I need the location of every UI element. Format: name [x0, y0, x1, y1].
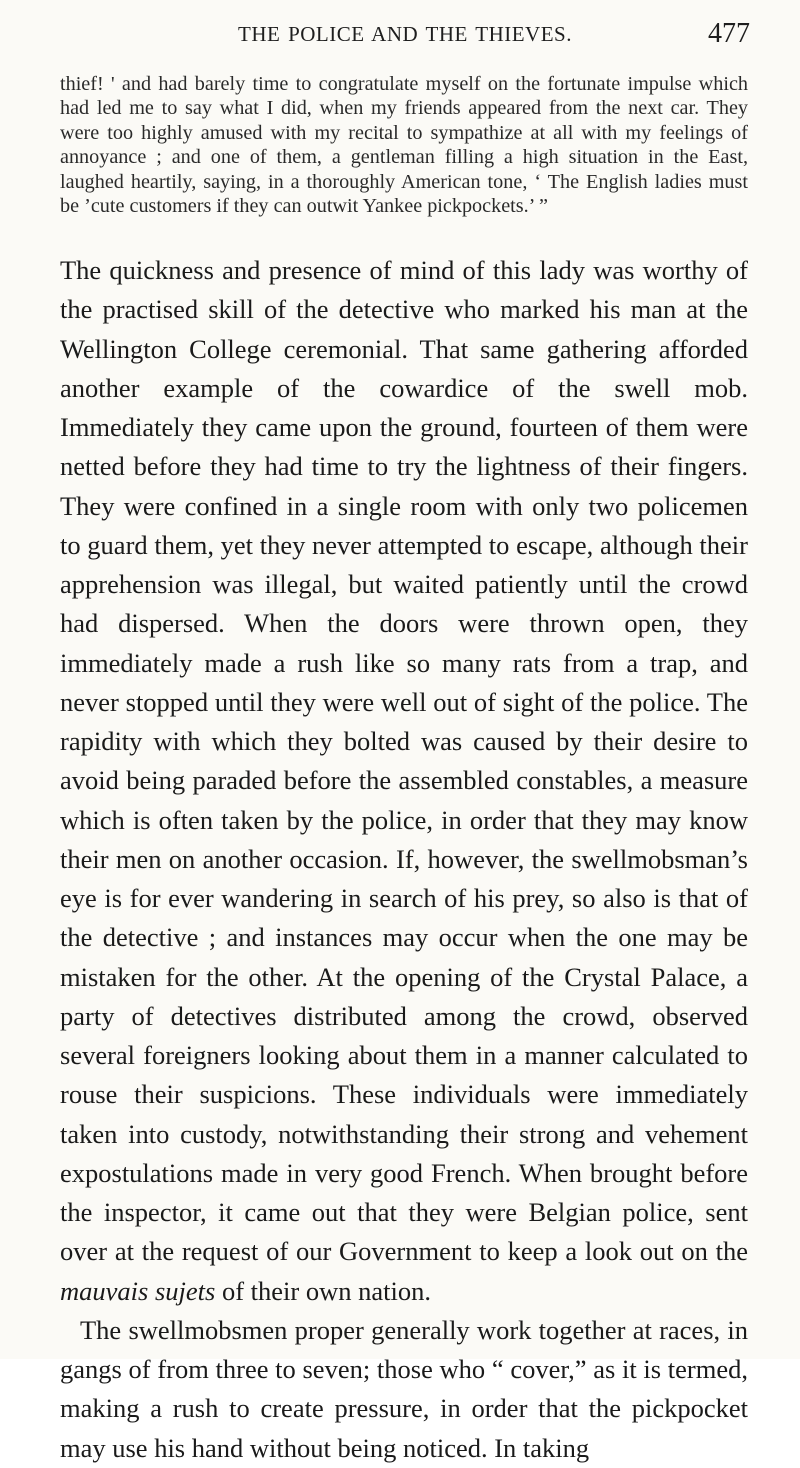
quoted-passage	[60, 72, 748, 218]
body-paragraph-2: The swellmobsmen proper generally work together at races, in gangs of from three to seven; those who “ cover,” as it is termed, making a rush to create pressure, in order that the pickpocket may use his hand without being noticed. In taking	[60, 1314, 748, 1463]
running-title: THE POLICE AND THE THIEVES.	[238, 22, 572, 46]
body-paragraph-1-text: The quickness and presence of mind of this lady was worthy of the practised skill of the detective who marked his man at the Wellington College ceremonial. That same gathering afforded another example of the cowardice of the swell mob. Immediately they came upon the ground, fourteen of them were netted before they had time to try the lightness of their fingers. They were confined in a single room with only two policemen to guard them, yet they never attempted to escape, although their apprehension was illegal, but waited patiently until the crowd had dispersed. When the doors were thrown open, they immediately made a rush like so many rats from a trap, and never stopped until they were well out of sight of the police. The rapidity with which they bolted was caused by their desire to avoid being paraded before the assembled constables, a measure which is often taken by the police, in order that they may know their men on another occasion. If, however, the swellmobsman’s eye is for ever wandering in search of his prey, so also is that of the detective ; and instances may occur when the one may be mistaken for the other. At the opening of the Crystal Palace, a party of detectives distributed among the crowd, observed several foreigners looking about them in a manner calculated to rouse their suspicions. These individuals were immediately taken into custody, notwithstanding their strong and vehement expostulations made in very good French. When brought before the inspector, it came out that they were Belgian police, sent over at the request of our Government to keep a look out on the	[60, 255, 748, 1267]
body-paragraph-1	[60, 251, 748, 1311]
italic-phrase: mauvais sujets	[60, 1275, 216, 1306]
quoted-paragraph: thief! ' and had barely time to congratulate myself on the fortunate impulse which had led me to say what I did, when my friends appeared from the next car. They were too highly amused with my recital to sympathize at all with my feelings of annoyance ; and one of them, a gentleman filling a high situation in the East, laughed heartily, saying, in a thoroughly American tone, ‘ The English ladies must be ’cute customers if they can outwit Yankee pickpockets.’ ”	[60, 73, 748, 218]
running-head	[60, 8, 750, 48]
body-paragraph-1-ending: of their own nation.	[221, 1275, 431, 1306]
body-text	[60, 251, 748, 1468]
page-number: 477	[708, 18, 750, 49]
